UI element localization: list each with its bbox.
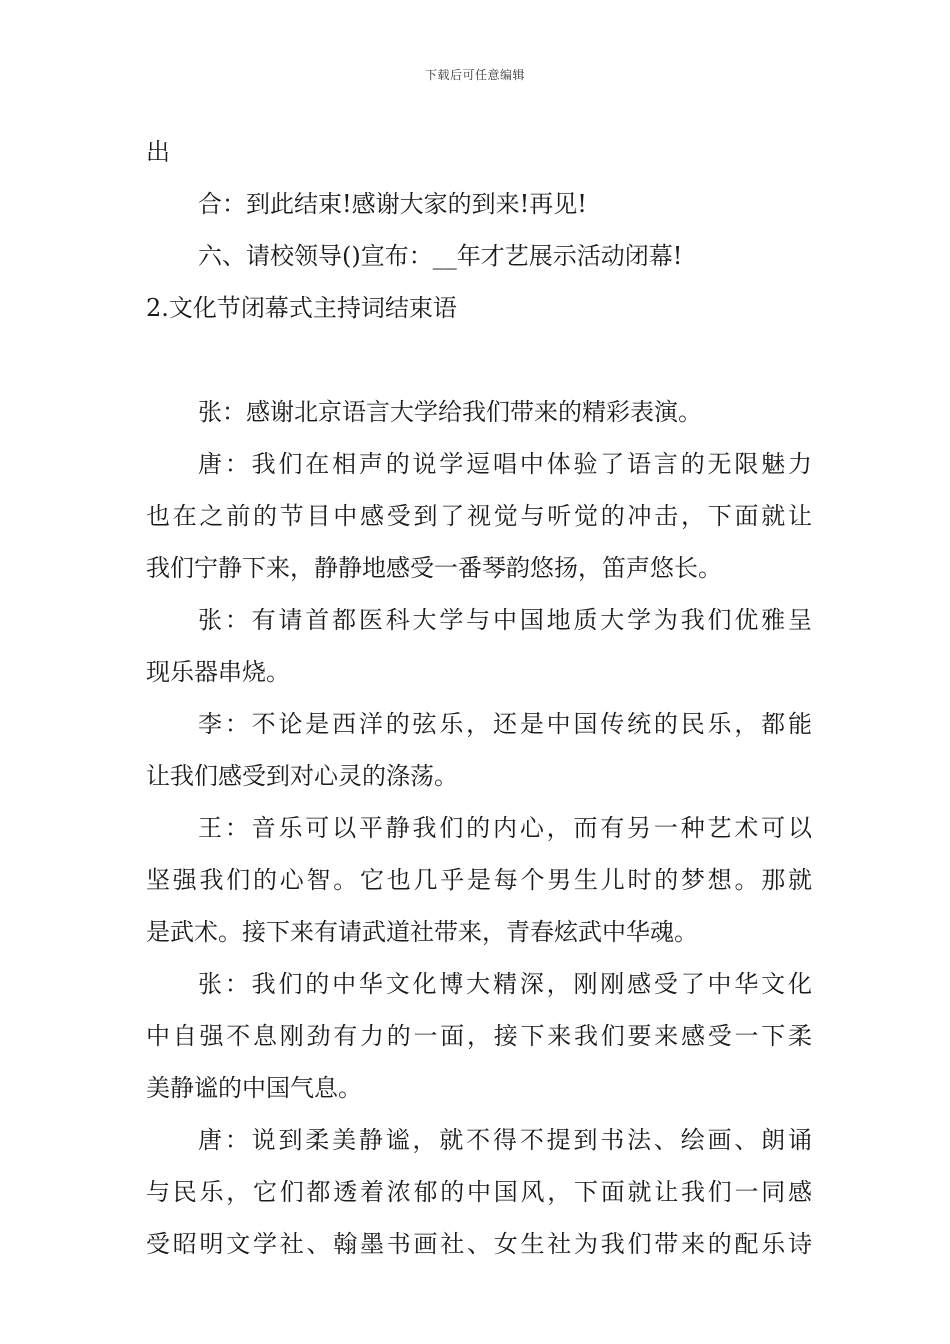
line-text: 张：有请首都医科大学与中国地质大学为我们优雅呈: [198, 606, 815, 634]
text-line: [146, 1218, 815, 1270]
page-header: 下载后可任意编辑: [424, 68, 525, 82]
text-line: [146, 1166, 815, 1218]
text-line: [146, 438, 815, 490]
line-text: 唐：我们在相声的说学逗唱中体验了语言的无限魅力: [198, 450, 815, 478]
line-text: 李：不论是西洋的弦乐，还是中国传统的民乐，都能: [198, 710, 815, 738]
text-line: 张：感谢北京语言大学给我们带来的精彩表演。: [198, 398, 702, 426]
line-text: 王：音乐可以平静我们的内心，而有另一种艺术可以: [198, 814, 815, 842]
text-line: [146, 854, 815, 906]
document-body: [146, 126, 815, 1270]
text-line: 我们宁静下来，静静地感受一番琴韵悠扬，笛声悠长。: [146, 554, 722, 582]
line-text: 也在之前的节目中感受到了视觉与听觉的冲击，下面就让: [146, 502, 815, 530]
text-line: 让我们感受到对心灵的涤荡。: [146, 762, 458, 790]
text-line: [146, 698, 815, 750]
text-line: 六、请校领导()宣布：__年才艺展示活动闭幕!: [198, 242, 683, 270]
line-text: 坚强我们的心智。它也几乎是每个男生儿时的梦想。那就: [146, 866, 815, 894]
text-line: [146, 1114, 815, 1166]
blank-line: [146, 334, 812, 386]
line-text: 中自强不息刚劲有力的一面，接下来我们要来感受一下柔: [146, 1022, 815, 1050]
text-line: 美静谧的中国气息。: [146, 1074, 362, 1102]
text-line: [146, 802, 815, 854]
text-line: 是武术。接下来有请武道社带来，青春炫武中华魂。: [146, 918, 698, 946]
line-text: 唐：说到柔美静谧，就不得不提到书法、绘画、朗诵: [198, 1126, 815, 1154]
section-heading: 2.文化节闭幕式主持词结束语: [146, 294, 457, 322]
line-text: 受昭明文学社、翰墨书画社、女生社为我们带来的配乐诗: [146, 1230, 815, 1258]
line-text: 张：我们的中华文化博大精深，刚刚感受了中华文化: [198, 970, 815, 998]
text-line: [146, 490, 815, 542]
line-text: 与民乐，它们都透着浓郁的中国风，下面就让我们一同感: [146, 1178, 815, 1206]
text-line: 出: [146, 138, 170, 166]
text-line: 现乐器串烧。: [146, 658, 290, 686]
text-line: [146, 1010, 815, 1062]
text-line: 合：到此结束!感谢大家的到来!再见!: [198, 190, 587, 218]
text-line: [146, 594, 815, 646]
text-line: [146, 958, 815, 1010]
